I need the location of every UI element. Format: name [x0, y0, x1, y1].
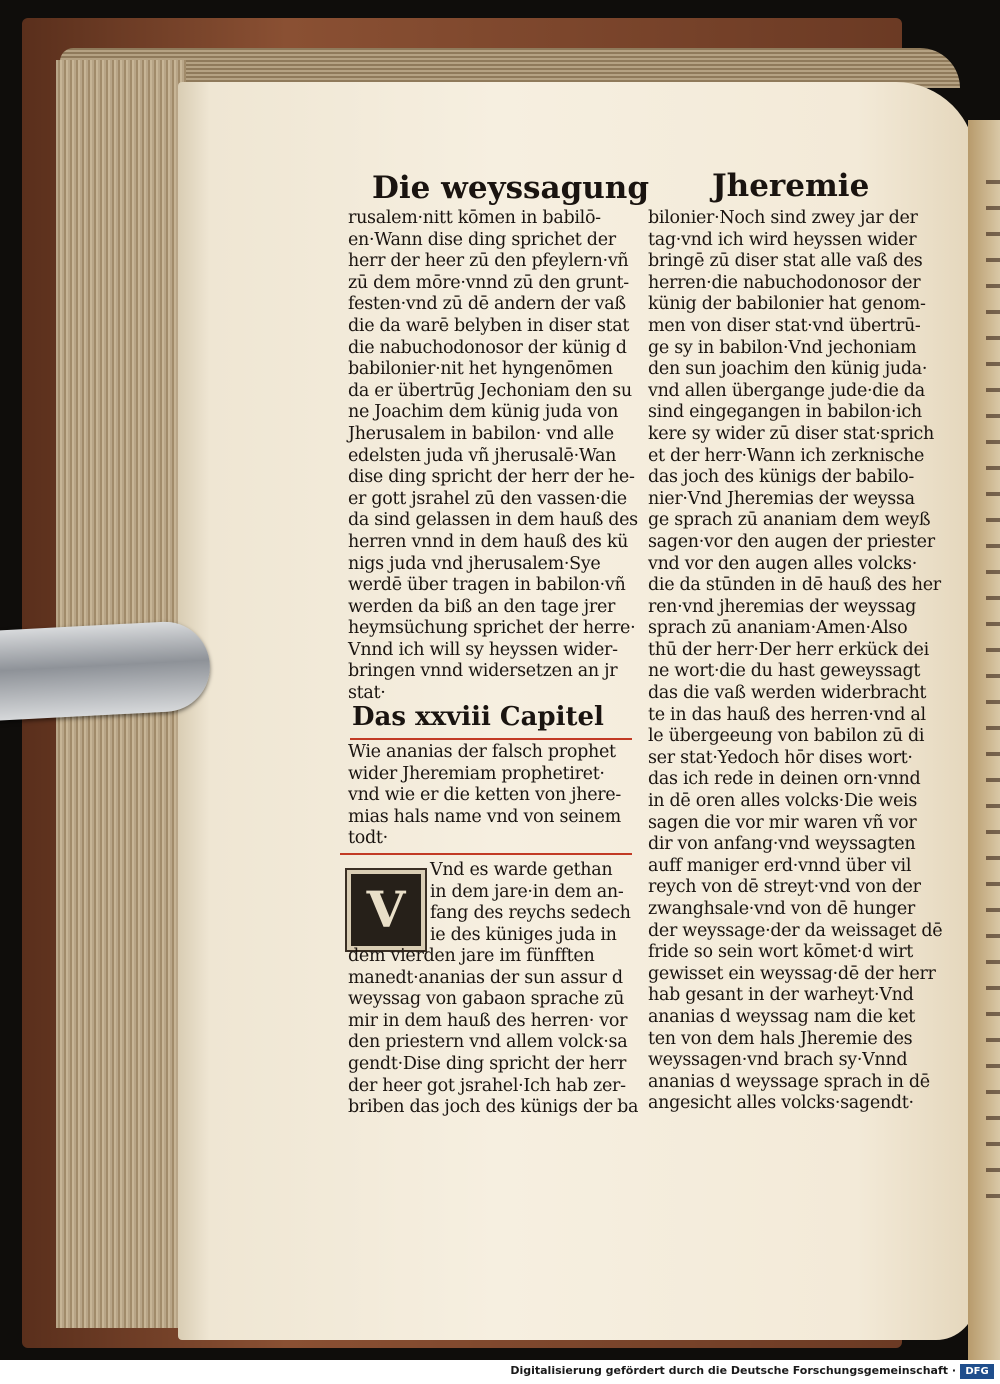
text-line: heymsüchung sprichet der herre· — [348, 618, 636, 639]
text-line: bilonier·Noch sind zwey jar der — [648, 208, 918, 228]
dfg-logo: DFG — [960, 1364, 994, 1379]
text-line: in dē oren alles volcks·Die weis — [648, 791, 917, 812]
chapter-summary — [348, 742, 621, 850]
text-line: gewisset ein weyssag·dē der herr — [648, 963, 936, 984]
text-line: herren vnnd in dem hauß des kü — [348, 531, 629, 552]
text-line: ne Joachim dem künig juda von — [348, 402, 619, 423]
text-line: das joch des künigs der babilo- — [648, 467, 915, 488]
running-head-right: Jheremie — [712, 168, 870, 204]
text-line: manedt·ananias der sun assur d — [348, 967, 623, 988]
text-line: sagen die vor mir waren vñ vor — [648, 812, 917, 833]
text-line: zū dem mōre·vnnd zū den grunt- — [348, 272, 629, 293]
text-line: dise ding spricht der herr der he- — [348, 467, 635, 488]
text-line: le übergeeung von babilon zū di — [648, 726, 925, 747]
text-line: ten von dem hals Jheremie des — [648, 1028, 913, 1049]
text-line: den sun joachim den künig juda· — [648, 359, 928, 380]
page-clamp — [0, 620, 212, 723]
text-line: auff maniger erd·vnnd über vil — [648, 855, 912, 876]
text-line: fride so sein wort kōmet·d wirt — [648, 942, 914, 963]
left-column-bottom — [348, 946, 638, 1119]
text-line: gendt·Dise ding spricht der herr — [348, 1053, 627, 1074]
decorated-initial: V — [345, 868, 427, 952]
text-line: thū der herr·Der herr erkück dei — [648, 639, 929, 660]
text-line: reych von dē streyt·vnd von der — [648, 877, 921, 898]
text-line: den priestern vnd allem volck·sa — [348, 1032, 628, 1053]
text-line: nier·Vnd Jheremias der weyssa — [648, 488, 915, 509]
text-line: herr der heer zū den pfeylern·vñ — [348, 251, 629, 272]
running-head-left: Die weyssagung — [372, 170, 650, 206]
text-line: er gott jsrahel zū den vassen·die — [348, 488, 627, 509]
text-line: bringen vnnd widersetzen an jr — [348, 661, 618, 682]
text-line: ser stat·Yedoch hōr dises wort· — [648, 747, 913, 768]
text-line: sagen·vor den augen der priester — [648, 531, 935, 552]
text-line: das die vaß werden widerbracht — [648, 683, 927, 704]
funding-credit: Digitalisierung gefördert durch die Deutsche Forschungsgemeinschaft · — [510, 1364, 956, 1377]
text-line: der weyssage·der da weissaget dē — [648, 920, 943, 941]
text-line: mir in dem hauß des herren· vor — [348, 1010, 628, 1031]
text-line: werden da biß an den tage jrer — [348, 596, 616, 617]
text-line: das ich rede in deinen orn·vnnd — [648, 769, 921, 790]
summary-line: mias hals name vnd von seinem — [348, 806, 621, 827]
text-line: angesicht alles volcks·sagendt· — [648, 1093, 914, 1114]
footer-bar — [0, 1360, 1000, 1384]
text-line: die nabuchodonosor der künig d — [348, 337, 627, 358]
summary-line: vnd wie er die ketten von jhere- — [348, 785, 621, 806]
text-line: kere sy wider zū diser stat·sprich — [648, 423, 934, 444]
text-line: Jherusalem in babilon· vnd alle — [348, 423, 614, 444]
text-line: en·Wann dise ding sprichet der — [348, 229, 616, 250]
text-line: edelsten juda vñ jherusalē·Wan — [348, 445, 617, 466]
rubric-line — [350, 738, 632, 740]
facing-page-text — [986, 160, 1000, 1220]
text-line: vnd allen übergange jude·die da — [648, 380, 925, 401]
text-line: der heer got jsrahel·Ich hab zer- — [348, 1075, 626, 1096]
text-line: künig der babilonier hat genom- — [648, 294, 926, 315]
text-line: ge sy in babilon·Vnd jechoniam — [648, 337, 917, 358]
text-line: men von diser stat·vnd übertrū- — [648, 315, 921, 336]
text-line: weyssag von gabaon sprache zū — [348, 989, 625, 1010]
text-line: ne wort·die du hast geweyssagt — [648, 661, 921, 682]
text-line: sind eingegangen in babilon·ich — [648, 402, 922, 423]
text-line: hab gesant in der warheyt·Vnd — [648, 985, 914, 1006]
summary-line: wider Jheremiam prophetiret· — [348, 763, 605, 784]
text-line: festen·vnd zū dē andern der vaß — [348, 294, 626, 315]
text-line: dir von anfang·vnd weyssagten — [648, 834, 916, 855]
text-line: weyssagen·vnd brach sy·Vnnd — [648, 1050, 908, 1071]
text-line: nigs juda vnd jherusalem·Sye — [348, 553, 601, 574]
text-line: zwanghsale·vnd von dē hunger — [648, 899, 915, 919]
chapter-heading: Das xxviii Capitel — [352, 702, 604, 732]
text-line: da sind gelassen in dem hauß des — [348, 510, 638, 531]
right-column — [648, 208, 942, 1115]
rubric-line — [340, 853, 632, 855]
text-line: tag·vnd ich wird heyssen wider — [648, 229, 917, 250]
text-line: werdē über tragen in babilon·vñ — [348, 575, 626, 596]
text-line: ie des küniges juda in — [430, 924, 617, 945]
summary-line: Wie ananias der falsch prophet — [348, 742, 616, 762]
text-line: sprach zū ananiam·Amen·Also — [648, 618, 908, 639]
text-line: briben das joch des künigs der ba — [348, 1097, 639, 1118]
text-line: ren·vnd jheremias der weyssag — [648, 596, 917, 617]
text-line: ananias d weyssage sprach in dē — [648, 1071, 930, 1092]
text-line: herren·die nabuchodonosor der — [648, 272, 921, 293]
text-line: stat· — [348, 683, 386, 704]
text-line: fang des reychs sedech — [430, 903, 631, 924]
left-column-indented — [430, 860, 631, 946]
text-line: in dem jare·in dem an- — [430, 881, 624, 902]
text-line: vnd vor den augen alles volcks· — [648, 553, 917, 574]
text-line: ge sprach zū ananiam dem weyß — [648, 510, 931, 531]
text-line: rusalem·nitt kōmen in babilō- — [348, 208, 601, 228]
text-line: dem vierden jare im fünfften — [348, 946, 595, 966]
text-line: die da stūnden in dē hauß des her — [648, 575, 941, 596]
text-line: et der herr·Wann ich zerknische — [648, 445, 925, 466]
text-line: Vnd es warde gethan — [430, 860, 613, 880]
text-line: da er übertrūg Jechoniam den su — [348, 380, 632, 401]
text-line: ananias d weyssag nam die ket — [648, 1006, 916, 1027]
text-line: te in das hauß des herren·vnd al — [648, 704, 926, 725]
summary-line: todt· — [348, 828, 388, 849]
text-line: babilonier·nit het hyngenōmen — [348, 359, 613, 380]
text-line: bringē zū diser stat alle vaß des — [648, 251, 923, 272]
left-column-top — [348, 208, 638, 705]
text-line: Vnnd ich will sy heyssen wider- — [348, 639, 618, 660]
text-line: die da warē belyben in diser stat — [348, 315, 630, 336]
